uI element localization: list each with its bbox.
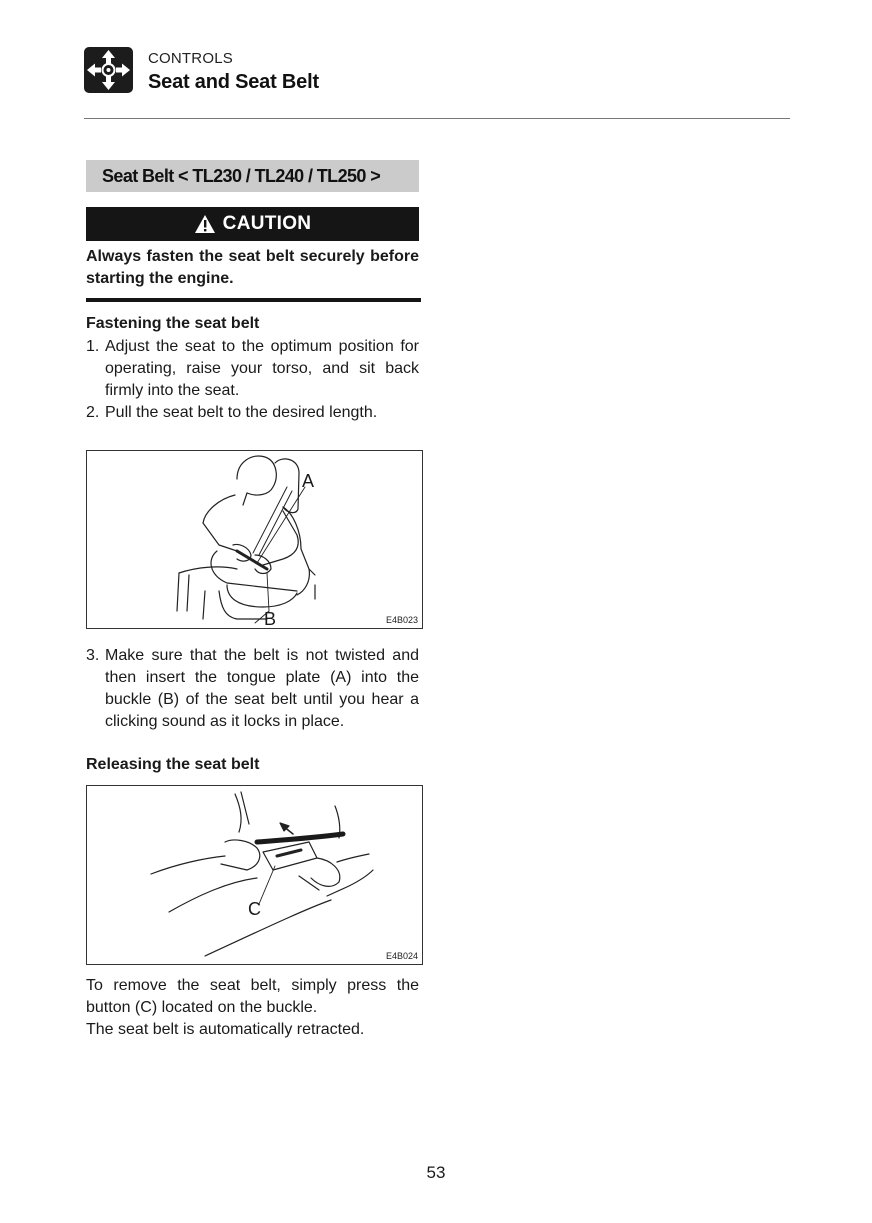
figure-code: E4B024 (385, 951, 418, 961)
release-note: The seat belt is automatically retracted. (86, 1021, 365, 1038)
step-text: Make sure that the belt is not twisted and then insert the tongue plate (A) into the buckle (B) of the seat belt until you hear a clicking sound as it locks in place. (105, 647, 419, 730)
list-item (86, 645, 419, 733)
figure-code: E4B023 (385, 615, 418, 625)
controls-cross-arrows-icon (84, 47, 133, 93)
header-divider (84, 118, 790, 119)
label-a: A (302, 471, 315, 491)
label-b: B (264, 609, 277, 629)
figure-fastening (86, 450, 423, 629)
fastening-heading: Fastening the seat belt (86, 315, 260, 332)
step-text: Pull the seat belt to the desired length. (105, 404, 378, 421)
caution-text: Always fasten the seat belt securely before starting the engine. (86, 248, 419, 287)
label-c: C (248, 899, 261, 919)
step-text: Adjust the seat to the optimum position for operating, raise your torso, and sit back firmly into the seat. (105, 338, 419, 399)
seat-belt-fastening-illustration (87, 451, 422, 628)
caution-divider (86, 298, 421, 302)
caution-label: CAUTION (222, 213, 312, 234)
section-title-bar: Seat Belt < TL230 / TL240 / TL250 > (86, 160, 419, 192)
seat-belt-release-illustration (87, 786, 422, 964)
section-label: CONTROLS (148, 50, 233, 67)
figure-releasing (86, 785, 423, 965)
releasing-heading: Releasing the seat belt (86, 756, 260, 773)
page-number: 53 (426, 1163, 446, 1182)
step-number: 2. (86, 404, 100, 421)
step-number: 1. (86, 338, 100, 355)
step-number: 3. (86, 647, 100, 664)
caution-banner (86, 207, 419, 241)
list-item (86, 402, 419, 424)
fastening-step-3 (86, 645, 419, 733)
list-item (86, 336, 419, 402)
page-title: Seat and Seat Belt (148, 71, 319, 93)
release-instruction: To remove the seat belt, simply press the button (C) located on the buckle. (86, 977, 419, 1016)
fastening-steps (86, 336, 419, 424)
warning-triangle-icon (194, 214, 216, 234)
